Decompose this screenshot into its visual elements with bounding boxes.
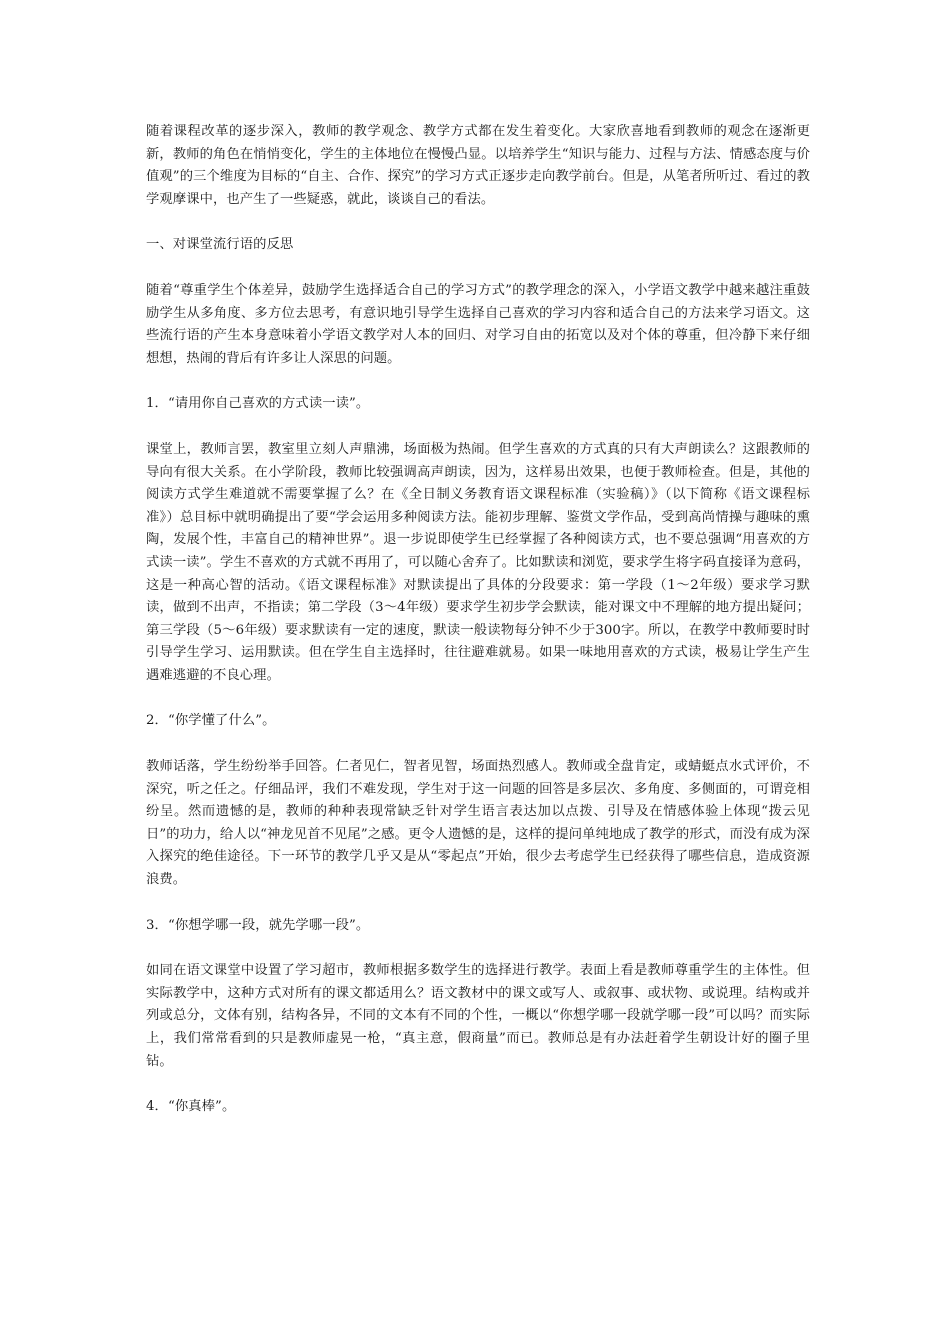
subheading-2: 2．“你学懂了什么”。 [146,713,276,729]
section-heading: 一、对课堂流行语的反思 [146,237,294,253]
subheading-1: 1．“请用你自己喜欢的方式读一读”。 [146,396,370,412]
subheading-4: 4．“你真棒”。 [146,1099,236,1115]
document-body [146,121,810,1119]
subsection-2-paragraph: 教师话落，学生纷纷举手回答。仁者见仁，智者见智，场面热烈感人。教师或全盘肯定，或蜻蜓点水式评价，不深究，听之任之。仔细品评，我们不难发现，学生对于这一问题的回答是多层次、多角度、多侧面的，可谓竞相纷呈。然而遗憾的是，教师的种种表现常缺乏针对学生语言表达加以点拨、引导及在情感体验上体现“拨云见日”的功力，给人以“神龙见首不见尾”之感。更令人遗憾的是，这样的提问单纯地成了教学的形式，而没有成为深入探究的绝佳途径。下一环节的教学几乎又是从“零起点”开始，很少去考虑学生已经获得了哪些信息，造成资源浪费。 [146,759,810,888]
subsection-1-paragraph: 课堂上，教师言罢，教室里立刻人声鼎沸，场面极为热闹。但学生喜欢的方式真的只有大声朗读么？这跟教师的导向有很大关系。在小学阶段，教师比较强调高声朗读，因为，这样易出效果，也便于教师检查。但是，其他的阅读方式学生难道就不需要掌握了么？在《全日制义务教育语文课程标准（实验稿）》（以下简称《语文课程标准》）总目标中就明确提出了要“学会运用多种阅读方法。能初步理解、鉴赏文学作品，受到高尚情操与趣味的熏陶，发展个性，丰富自己的精神世界”。退一步说即使学生已经掌握了各种阅读方式，也不要总强调“用喜欢的方式读一读”。学生不喜欢的方式就不再用了，可以随心舍弃了。比如默读和浏览，要求学生将字码直接译为意码，这是一种高心智的活动。《语文课程标准》对默读提出了具体的分段要求：第一学段（1～2年级）要求学习默读，做到不出声，不指读；第二学段（3～4年级）要求学生初步学会默读，能对课文中不理解的地方提出疑问；第三学段（5～6年级）要求默读有一定的速度，默读一般读物每分钟不少于300字。所以，在教学中教师要时时引导学生学习、运用默读。但在学生自主选择时，往往避难就易。如果一味地用喜欢的方式读，极易让学生产生遇难逃避的不良心理。 [146,441,810,683]
subheading-3: 3．“你想学哪一段，就先学哪一段”。 [146,917,370,933]
subsection-3-paragraph: 如同在语文课堂中设置了学习超市，教师根据多数学生的选择进行教学。表面上看是教师尊重学生的主体性。但实际教学中，这种方式对所有的课文都适用么？语文教材中的课文或写人、或叙事、或状物、或说理。结构或并列或总分，文体有别，结构各异，不同的文本有不同的个性，一概以“你想学哪一段就学哪一段”可以吗？而实际上，我们常常看到的只是教师虚晃一枪，“真主意，假商量”而已。教师总是有办法赶着学生朝设计好的圈子里钻。 [146,963,810,1069]
intro-paragraph: 随着课程改革的逐步深入，教师的教学观念、教学方式都在发生着变化。大家欣喜地看到教师的观念在逐渐更新，教师的角色在悄悄变化，学生的主体地位在慢慢凸显。以培养学生“知识与能力、过程与方法、情感态度与价值观”的三个维度为目标的“自主、合作、探究”的学习方式正逐步走向教学前台。但是，从笔者所听过、看过的教学观摩课中，也产生了一些疑惑，就此，谈谈自己的看法。 [146,124,810,207]
section-intro-paragraph: 随着“尊重学生个体差异，鼓励学生选择适合自己的学习方式”的教学理念的深入，小学语文教学中越来越注重鼓励学生从多角度、多方位去思考，有意识地引导学生选择自己喜欢的学习内容和适合自己的方法来学习语文。这些流行语的产生本身意味着小学语文教学对人本的回归、对学习自由的拓宽以及对个体的尊重，但冷静下来仔细想想，热闹的背后有许多让人深思的问题。 [146,282,810,366]
